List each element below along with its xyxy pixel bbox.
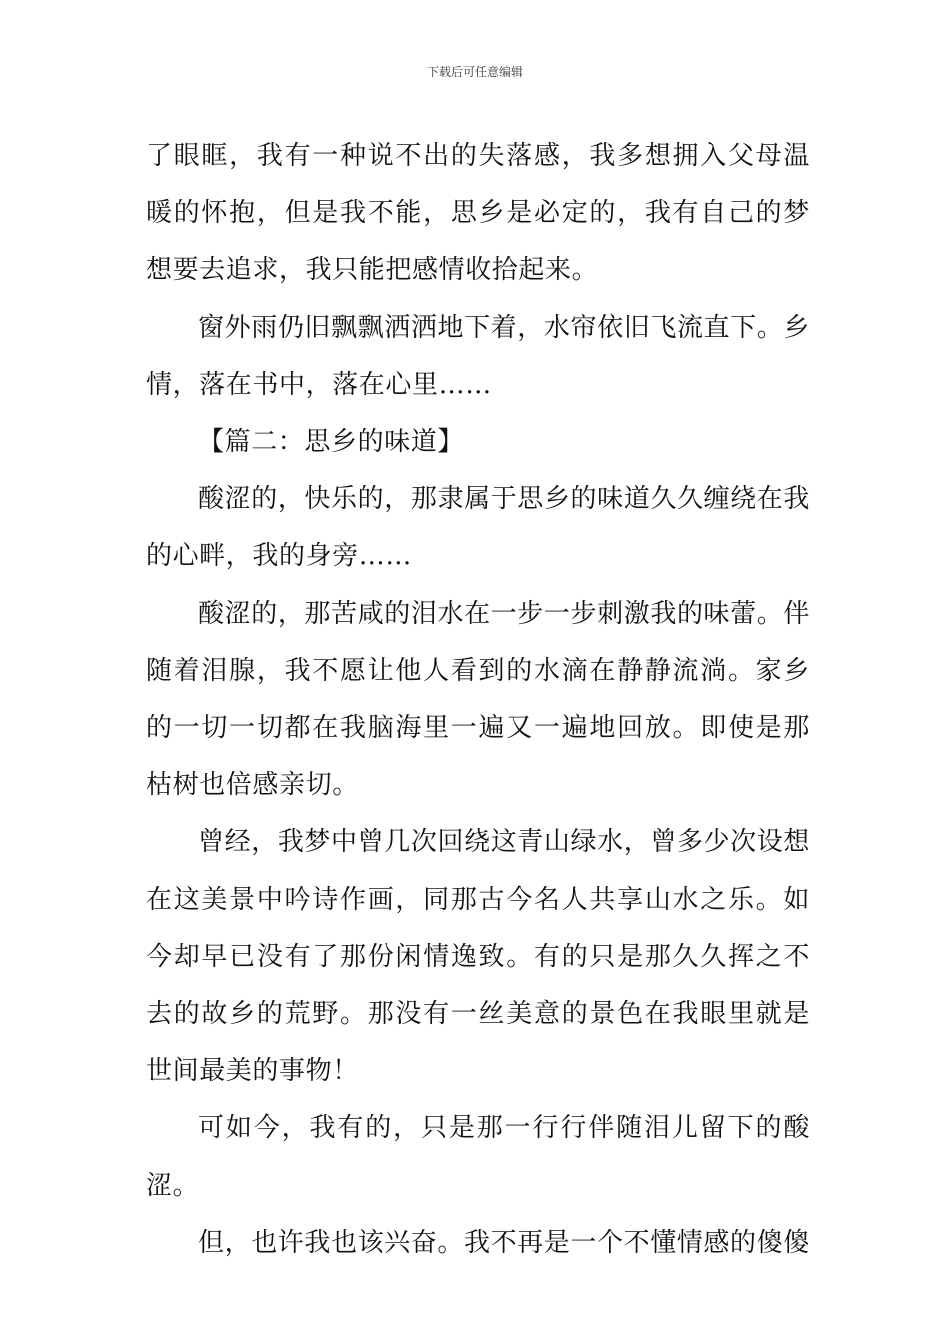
paragraph: 曾经，我梦中曾几次回绕这青山绿水，曾多少次设想在这美景中吟诗作画，同那古今名人共享山水之乐。如今却早已没有了那份闲情逸致。有的只是那久久挥之不去的故乡的荒野。那没有一丝美意的景色在我眼里就是世间最美的事物！	[146, 827, 810, 1087]
paragraph-continued: 了眼眶，我有一种说不出的失落感，我多想拥入父母温暖的怀抱，但是我不能，思乡是必定的，我有自己的梦想要去追求，我只能把感情收拾起来。	[146, 141, 810, 286]
paragraph: 酸涩的，那苦咸的泪水在一步一步刺激我的味蕾。伴随着泪腺，我不愿让他人看到的水滴在静静流淌。家乡的一切一切都在我脑海里一遍又一遍地回放。即使是那枯树也倍感亲切。	[146, 598, 810, 801]
paragraph: 但，也许我也该兴奋。我不再是一个不懂情感的傻傻	[198, 1227, 810, 1258]
paragraph: 酸涩的，快乐的，那隶属于思乡的味道久久缠绕在我的心畔，我的身旁……	[146, 484, 810, 572]
section-heading: 【篇二：思乡的味道】	[198, 427, 465, 458]
paragraph: 可如今，我有的，只是那一行行伴随泪儿留下的酸涩。	[146, 1113, 810, 1201]
document-body	[146, 128, 810, 1272]
paragraph: 窗外雨仍旧飘飘洒洒地下着，水帘依旧飞流直下。乡情，落在书中，落在心里……	[146, 312, 810, 400]
page-header: 下载后可任意编辑	[426, 65, 523, 79]
